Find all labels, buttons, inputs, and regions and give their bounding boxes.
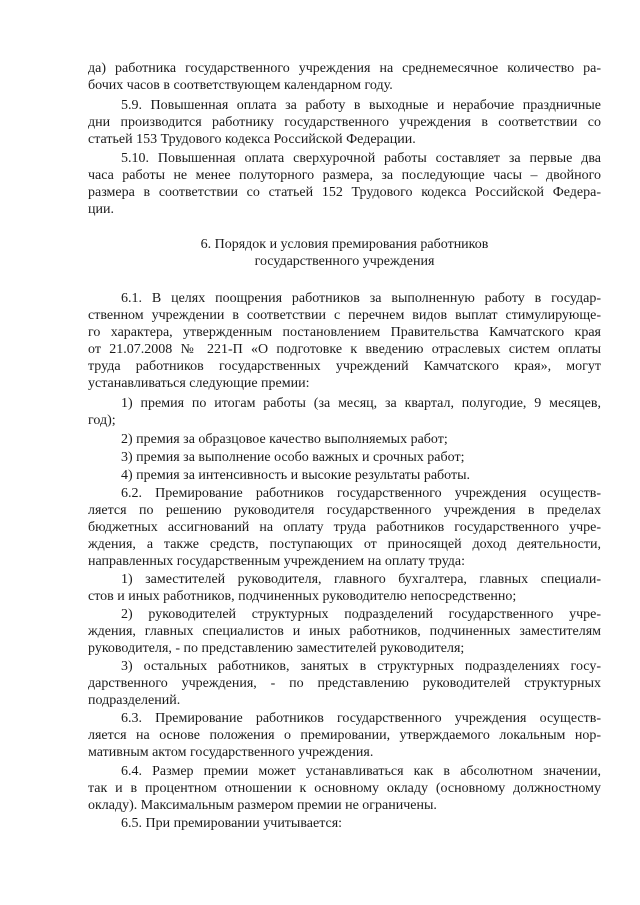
text-line: 4) премия за интенсивность и высокие результаты работы. xyxy=(121,468,471,483)
section-heading: 6. Порядок и условия премирования работников xyxy=(200,237,489,252)
text-line: окладу). Максимальным размером премии не ограничены. xyxy=(88,798,437,813)
text-line: часа работы не менее полуторного размера, за последующие часы – двойного xyxy=(88,168,601,183)
text-line: так и в процентном отношении к основному окладу (основному должностному xyxy=(88,781,601,796)
text-line: дни производится работнику государственного учреждения в соответствии со xyxy=(88,115,601,130)
text-line: стов и иных работников, подчиненных руководителю непосредственно; xyxy=(88,589,517,604)
text-line: устанавливаться следующие премии: xyxy=(88,376,310,391)
text-line: 1) заместителей руководителя, главного бухгалтера, главных специали- xyxy=(121,572,601,587)
text-line: 1) премия по итогам работы (за месяц, за квартал, полугодие, 9 месяцев, xyxy=(121,396,601,411)
text-line: 2) руководителей структурных подразделений государственного учре- xyxy=(121,607,601,622)
section-heading: государственного учреждения xyxy=(254,254,435,269)
text-line: ции. xyxy=(88,202,114,217)
text-line: подразделений. xyxy=(88,693,181,708)
text-line: бюджетных ассигнований на оплату труда работников государственного учре- xyxy=(88,520,601,535)
text-line: год); xyxy=(88,413,116,428)
text-line: ляется по решению руководителя государственного учреждения в пределах xyxy=(88,503,601,518)
text-line: 6.1. В целях поощрения работников за выполненную работу в государ- xyxy=(121,291,601,306)
text-line: 6.3. Премирование работников государственного учреждения осуществ- xyxy=(121,711,601,726)
text-line: 3) остальных работников, занятых в структурных подразделениях госу- xyxy=(121,659,601,674)
text-line: направленных государственным учреждением на оплату труда: xyxy=(88,554,466,569)
text-line: ственном учреждении в соответствии с перечнем видов выплат стимулирующе- xyxy=(88,308,601,323)
text-line: ждения, главных специалистов и иных работников, подчиненных заместителям xyxy=(88,624,601,639)
text-line: 5.9. Повышенная оплата за работу в выходные и нерабочие праздничные xyxy=(121,98,601,113)
text-line: го характера, утвержденным постановлением Правительства Камчатского края xyxy=(88,325,601,340)
text-line: от 21.07.2008 № 221-П «О подготовке к введению отраслевых систем оплаты xyxy=(88,342,601,357)
text-line: да) работника государственного учреждения на среднемесячное количество ра- xyxy=(88,61,601,76)
text-line: 2) премия за образцовое качество выполняемых работ; xyxy=(121,432,448,447)
text-line: 3) премия за выполнение особо важных и срочных работ; xyxy=(121,450,465,465)
text-line: ждения, а также средств, поступающих от приносящей доход деятельности, xyxy=(88,537,601,552)
text-line: 6.4. Размер премии может устанавливаться как в абсолютном значении, xyxy=(121,764,601,779)
text-line: 5.10. Повышенная оплата сверхурочной работы составляет за первые два xyxy=(121,151,601,166)
text-line: размера в соответствии со статьей 152 Трудового кодекса Российской Федера- xyxy=(88,185,601,200)
text-line: бочих часов в соответствующем календарном году. xyxy=(88,78,393,93)
text-line: статьей 153 Трудового кодекса Российской Федерации. xyxy=(88,132,416,147)
text-line: мативным актом государственного учреждения. xyxy=(88,745,374,760)
text-line: ляется на основе положения о премировании, утверждаемого локальным нор- xyxy=(88,728,601,743)
text-line: 6.5. При премировании учитывается: xyxy=(121,816,343,831)
text-line: 6.2. Премирование работников государственного учреждения осуществ- xyxy=(121,486,601,501)
text-line: дарственного учреждения, - по представлению руководителей структурных xyxy=(88,676,601,691)
text-line: труда работников государственных учреждений Камчатского края», могут xyxy=(88,359,601,374)
text-line: руководителя, - по представлению заместителей руководителя; xyxy=(88,641,465,656)
